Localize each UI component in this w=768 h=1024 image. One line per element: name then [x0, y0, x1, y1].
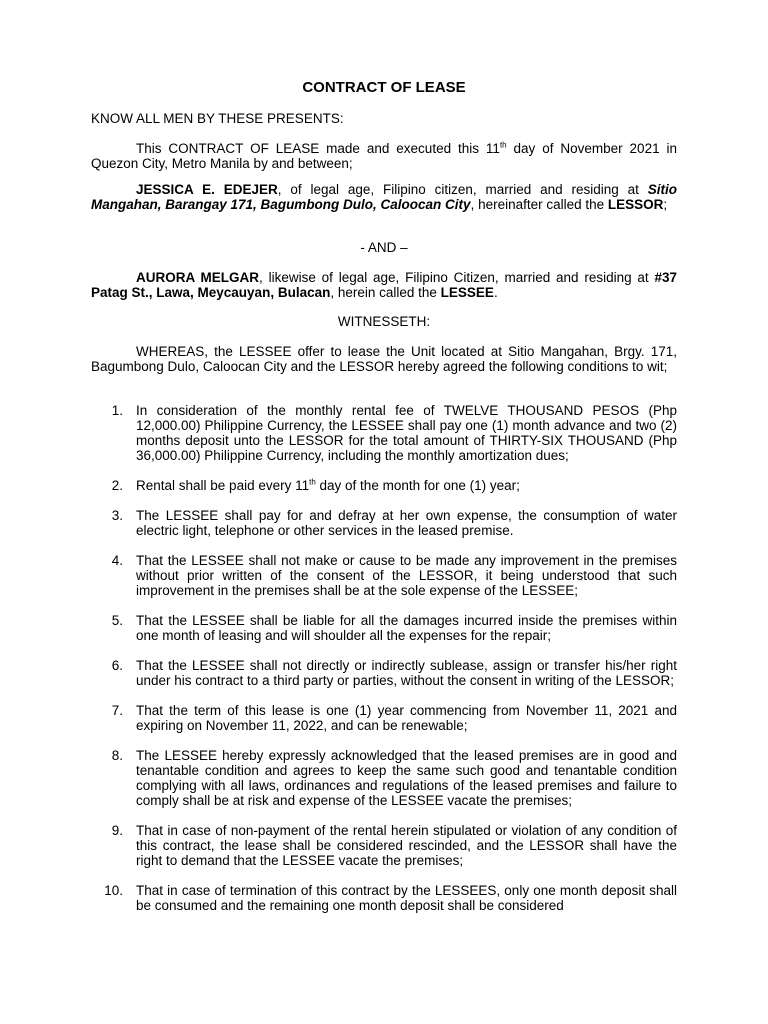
item-text-a: Rental shall be paid every 11 [136, 478, 310, 493]
list-item [91, 403, 677, 463]
item-number: 1. [111, 403, 123, 418]
list-item [91, 748, 677, 808]
list-item [91, 823, 677, 868]
intro-superscript: th [499, 140, 507, 150]
item-text: That in case of termination of this contract by the LESSEES, only one month deposit shall be consumed and the remaining one month deposit shall be considered [136, 883, 677, 913]
item-text: That the term of this lease is one (1) year commencing from November 11, 2021 and expiring on November 11, 2022, and can be renewable; [136, 703, 677, 733]
list-item [91, 613, 677, 643]
item-number: 5. [111, 613, 123, 628]
witnesseth-heading: WITNESSETH: [337, 314, 431, 329]
list-item [91, 553, 677, 598]
lessor-text-2: , hereinafter called the [470, 197, 608, 212]
lessee-address: #37 Patag St., Lawa, Meycauyan, Bulacan [91, 270, 677, 300]
item-number: 8. [111, 748, 123, 763]
lessor-name: JESSICA E. EDEJER [136, 182, 278, 197]
item-text: That the LESSEE shall not make or cause to be made any improvement in the premises without prior written of the consent of the LESSOR, it being understood that such improvement in the premises shall be at the sole expense of the LESSEE; [136, 553, 677, 598]
intro-text-2: day of November 2021 in Quezon City, Metro Manila by and between; [91, 141, 678, 171]
item-text: That the LESSEE shall be liable for all the damages incurred inside the premises within one month of leasing and will shoulder all the expenses for the repair; [136, 613, 677, 643]
list-item [91, 703, 677, 733]
item-text: The LESSEE hereby expressly acknowledged that the leased premises are in good and tenantable condition and agrees to keep the same such good and tenantable condition complying with all laws, ordinances and regulations of the leased premises and failure to comply shall be at risk and expense of the LESSEE vacate the premises; [136, 748, 677, 808]
lessee-end: . [493, 285, 498, 300]
lessor-address: Sitio Mangahan, Barangay 171, Bagumbong Dulo, Caloocan City [91, 182, 678, 212]
item-number: 7. [111, 703, 123, 718]
lessee-text-2: , herein called the [330, 285, 441, 300]
list-item [91, 508, 677, 538]
lessee-name: AURORA MELGAR [136, 270, 260, 285]
opening-line: KNOW ALL MEN BY THESE PRESENTS: [91, 111, 344, 126]
list-item [91, 883, 677, 913]
item-text: The LESSEE shall pay for and defray at her own expense, the consumption of water electric light, telephone or other services in the leased premise. [136, 508, 677, 538]
whereas-paragraph: WHEREAS, the LESSEE offer to lease the Unit located at Sitio Mangahan, Brgy. 171, Bagumbong Dulo, Caloocan City and the LESSOR hereby agreed the following conditions to wit; [91, 344, 677, 374]
item-number: 6. [111, 658, 123, 673]
item-superscript: th [309, 477, 316, 487]
lessor-role: LESSOR [607, 197, 664, 212]
lessor-paragraph [91, 182, 677, 212]
lessee-text-1: , likewise of legal age, Filipino Citizen, married and residing at [259, 270, 655, 285]
conditions-list [91, 403, 677, 928]
item-number: 3. [111, 508, 123, 523]
lessor-text-1: , of legal age, Filipino citizen, married and residing at [277, 182, 648, 197]
item-text-b: day of the month for one (1) year; [315, 478, 520, 493]
document-title: CONTRACT OF LEASE [302, 79, 466, 96]
item-number: 2. [111, 478, 123, 493]
lessee-paragraph [91, 270, 677, 300]
item-number: 9. [111, 823, 123, 838]
item-text: That in case of non-payment of the rental herein stipulated or violation of any condition of this contract, the lease shall be considered rescinded, and the LESSOR shall have the right to demand that the LESSEE vacate the premises; [136, 823, 677, 868]
intro-text-1: This CONTRACT OF LEASE made and executed this 11 [136, 141, 500, 156]
and-separator: - AND – [360, 240, 408, 255]
lessor-end: ; [663, 197, 668, 212]
list-item [91, 478, 677, 493]
intro-paragraph [91, 141, 677, 171]
item-number: 4. [111, 553, 123, 568]
item-text: That the LESSEE shall not directly or indirectly sublease, assign or transfer his/her right under his contract to a third party or parties, without the consent in writing of the LESSOR; [136, 658, 677, 688]
lessee-role: LESSEE [440, 285, 494, 300]
list-item [91, 658, 677, 688]
item-number: 10. [104, 883, 123, 898]
item-text: In consideration of the monthly rental fee of TWELVE THOUSAND PESOS (Php 12,000.00) Philippine Currency, the LESSEE shall pay one (1) month advance and two (2) months deposit unto the LESSOR for the total amount of THIRTY-SIX THOUSAND (Php 36,000.00) Philippine Currency, including the monthly amortization dues; [136, 403, 677, 463]
